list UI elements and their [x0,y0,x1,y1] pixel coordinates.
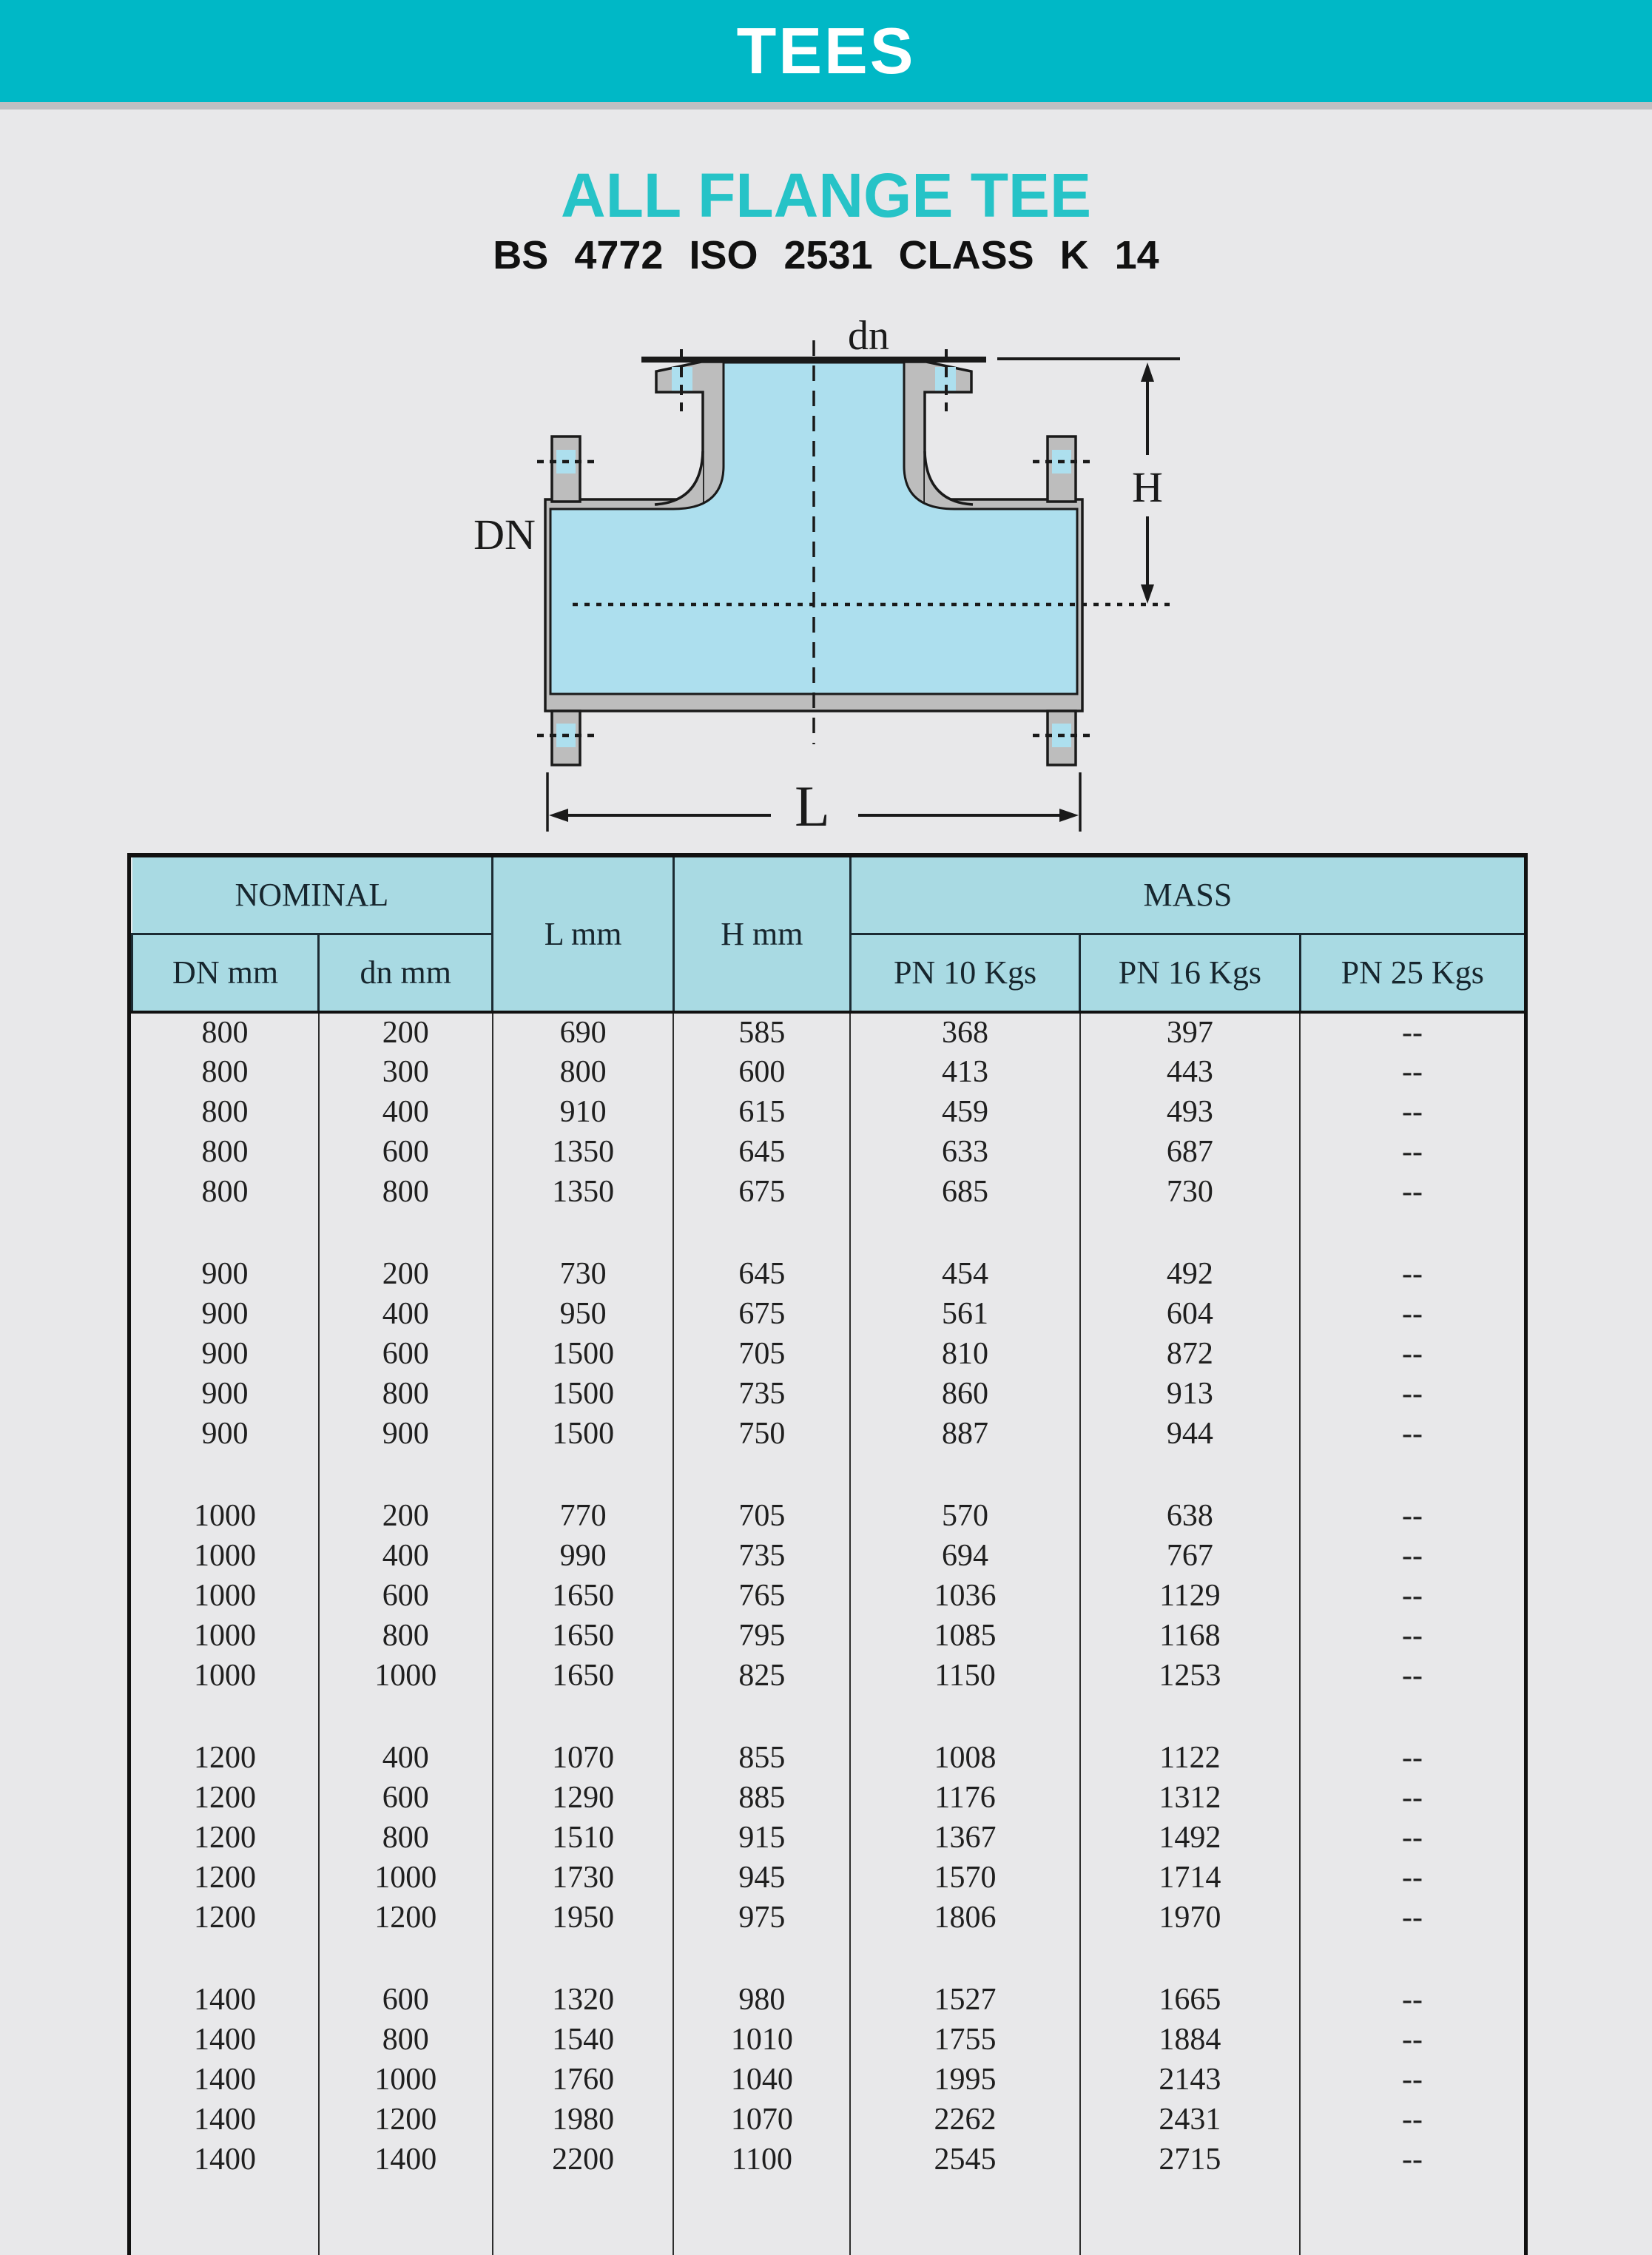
table-cell: -- [1300,1374,1524,1414]
table-cell: 910 [493,1092,674,1132]
spacer-cell [132,1696,319,1738]
banner-divider [0,102,1652,109]
spacer-cell [132,1938,319,1980]
table-cell: 368 [850,1012,1079,1052]
table-cell: -- [1300,2140,1524,2180]
spacer-cell [132,1454,319,1496]
h-arrow-up [1141,363,1154,382]
table-cell: 459 [850,1092,1079,1132]
table-cell: -- [1300,1294,1524,1334]
table-cell: 975 [673,1898,850,1938]
table-cell: 1168 [1080,1616,1300,1656]
table-cell: 1070 [673,2100,850,2140]
spacer-cell [1300,1212,1524,1254]
table-cell: 800 [319,1616,493,1656]
table-cell: 2715 [1080,2140,1300,2180]
spacer-cell [1300,2180,1524,2255]
table-cell: 1312 [1080,1778,1300,1818]
table-cell: 1200 [132,1858,319,1898]
table-cell: 800 [319,2020,493,2060]
l-arrow-right [1059,809,1079,822]
table-cell: 730 [493,1254,674,1294]
table-cell: -- [1300,1778,1524,1818]
table-cell: 1714 [1080,1858,1300,1898]
table-cell: 1070 [493,1738,674,1778]
spacer-cell [1300,1696,1524,1738]
table-cell: -- [1300,1980,1524,2020]
table-cell: 1500 [493,1334,674,1374]
table-cell: 1122 [1080,1738,1300,1778]
page-header-title: TEES [736,14,916,87]
spacer-cell [673,2180,850,2255]
table-cell: 1510 [493,1818,674,1858]
table-cell: 885 [673,1778,850,1818]
table-cell: 1950 [493,1898,674,1938]
table-cell: 944 [1080,1414,1300,1454]
spacer-cell [319,2180,493,2255]
table-cell: 1367 [850,1818,1079,1858]
spacer-cell [673,1696,850,1738]
header-dnn-mm: dn mm [319,934,493,1012]
spacer-row [132,1212,1525,1254]
table-cell: 1320 [493,1980,674,2020]
table-cell: 1400 [132,2100,319,2140]
table-cell: 300 [319,1052,493,1092]
table-cell: 900 [132,1254,319,1294]
table-cell: 1400 [132,1980,319,2020]
table-cell: 1400 [319,2140,493,2180]
table-cell: 2200 [493,2140,674,2180]
table-cell: 492 [1080,1254,1300,1294]
table-cell: 730 [1080,1172,1300,1212]
table-cell: 1500 [493,1414,674,1454]
table-cell: 765 [673,1576,850,1616]
table-row [132,1536,1525,1576]
table-cell: 200 [319,1254,493,1294]
spacer-cell [1300,1938,1524,1980]
header-pn25: PN 25 Kgs [1300,934,1524,1012]
table-cell: 980 [673,1980,850,2020]
header-nominal: NOMINAL [132,857,493,934]
table-cell: 900 [132,1334,319,1374]
header-h-mm: H mm [673,857,850,1012]
table-cell: 585 [673,1012,850,1052]
table-cell: 1400 [132,2060,319,2100]
table-cell: 1000 [132,1576,319,1616]
table-cell: -- [1300,1172,1524,1212]
spacer-row [132,2180,1525,2255]
spacer-cell [850,1454,1079,1496]
table-cell: 860 [850,1374,1079,1414]
table-cell: -- [1300,1414,1524,1454]
table-row [132,1656,1525,1696]
table-cell: 397 [1080,1012,1300,1052]
table-cell: -- [1300,1576,1524,1616]
table-cell: 694 [850,1536,1079,1576]
table-cell: 600 [319,1132,493,1172]
table-cell: 690 [493,1012,674,1052]
table-row [132,1172,1525,1212]
spacer-cell [673,1454,850,1496]
table-cell: 810 [850,1334,1079,1374]
table-row [132,1092,1525,1132]
table-cell: 2545 [850,2140,1079,2180]
table-cell: 200 [319,1496,493,1536]
table-cell: -- [1300,2060,1524,2100]
table-cell: 1200 [319,1898,493,1938]
dimension-table-wrapper [127,853,1528,2255]
spacer-cell [673,1212,850,1254]
spacer-cell [1080,1454,1300,1496]
header-mass: MASS [850,857,1524,934]
spacer-cell [132,2180,319,2255]
spacer-cell [850,1938,1079,1980]
table-cell: 735 [673,1536,850,1576]
spacer-cell [132,1212,319,1254]
spacer-cell [319,1454,493,1496]
table-cell: -- [1300,1496,1524,1536]
table-cell: 413 [850,1052,1079,1092]
table-cell: 1527 [850,1980,1079,2020]
table-cell: 1000 [132,1496,319,1536]
table-cell: 604 [1080,1294,1300,1334]
table-cell: 1200 [132,1818,319,1858]
table-row [132,1980,1525,2020]
table-cell: 1884 [1080,2020,1300,2060]
table-cell: 1176 [850,1778,1079,1818]
table-cell: 1036 [850,1576,1079,1616]
table-cell: 1200 [132,1898,319,1938]
table-cell: 1200 [132,1778,319,1818]
table-cell: 1570 [850,1858,1079,1898]
table-cell: 750 [673,1414,850,1454]
table-cell: 2143 [1080,2060,1300,2100]
table-row [132,1818,1525,1858]
table-row [132,1254,1525,1294]
table-row [132,1294,1525,1334]
table-cell: 200 [319,1012,493,1052]
table-cell: 2431 [1080,2100,1300,2140]
header-pn10: PN 10 Kgs [850,934,1079,1012]
table-row [132,1738,1525,1778]
page-title: ALL FLANGE TEE [560,161,1092,230]
table-row [132,1898,1525,1938]
table-cell: 945 [673,1858,850,1898]
spacer-cell [493,1938,674,1980]
table-cell: 600 [319,1980,493,2020]
table-cell: -- [1300,1898,1524,1938]
table-row [132,1858,1525,1898]
table-cell: 1085 [850,1616,1079,1656]
table-cell: 645 [673,1254,850,1294]
table-row [132,1778,1525,1818]
table-cell: 1970 [1080,1898,1300,1938]
table-cell: 1980 [493,2100,674,2140]
table-cell: 400 [319,1738,493,1778]
table-cell: 1129 [1080,1576,1300,1616]
table-cell: 675 [673,1172,850,1212]
table-cell: 1008 [850,1738,1079,1778]
table-cell: 1540 [493,2020,674,2060]
table-cell: 1200 [319,2100,493,2140]
h-dim-label: H [1132,463,1163,511]
table-cell: -- [1300,1616,1524,1656]
spacer-cell [850,1696,1079,1738]
table-cell: 900 [132,1294,319,1334]
table-cell: 770 [493,1496,674,1536]
table-cell: 443 [1080,1052,1300,1092]
table-cell: 1200 [132,1738,319,1778]
table-row [132,2100,1525,2140]
table-cell: 1100 [673,2140,850,2180]
table-cell: 685 [850,1172,1079,1212]
spacer-cell [850,2180,1079,2255]
table-cell: 400 [319,1536,493,1576]
table-row [132,1374,1525,1414]
table-cell: 1350 [493,1132,674,1172]
table-cell: 705 [673,1496,850,1536]
table-cell: 1000 [319,1858,493,1898]
table-cell: 990 [493,1536,674,1576]
table-cell: 1000 [319,2060,493,2100]
table-cell: -- [1300,1738,1524,1778]
table-cell: 1253 [1080,1656,1300,1696]
table-row [132,1132,1525,1172]
table-row [132,1414,1525,1454]
spacer-cell [850,1212,1079,1254]
table-cell: 1010 [673,2020,850,2060]
table-row [132,2140,1525,2180]
table-cell: 600 [319,1778,493,1818]
table-cell: -- [1300,2100,1524,2140]
table-cell: -- [1300,1012,1524,1052]
spacer-cell [493,2180,674,2255]
table-body [132,1012,1525,2255]
spacer-cell [319,1212,493,1254]
table-cell: 570 [850,1496,1079,1536]
table-cell: 800 [132,1132,319,1172]
spacer-cell [1080,1938,1300,1980]
table-header [132,857,1525,1012]
table-cell: 1492 [1080,1818,1300,1858]
table-cell: 800 [493,1052,674,1092]
table-cell: 1000 [132,1616,319,1656]
table-row [132,1616,1525,1656]
table-cell: 950 [493,1294,674,1334]
table-cell: -- [1300,1334,1524,1374]
table-cell: 1000 [132,1656,319,1696]
table-cell: 638 [1080,1496,1300,1536]
spacer-row [132,1938,1525,1980]
table-cell: 561 [850,1294,1079,1334]
table-cell: 1650 [493,1616,674,1656]
header-l-mm: L mm [493,857,674,1012]
table-cell: -- [1300,2020,1524,2060]
table-cell: 600 [319,1334,493,1374]
table-cell: 800 [132,1092,319,1132]
spacer-cell [1080,2180,1300,2255]
table-cell: 400 [319,1294,493,1334]
spacer-cell [1080,1212,1300,1254]
table-cell: 872 [1080,1334,1300,1374]
table-cell: 900 [132,1374,319,1414]
table-row [132,2060,1525,2100]
table-cell: 1730 [493,1858,674,1898]
table-cell: 800 [132,1012,319,1052]
table-cell: -- [1300,1052,1524,1092]
table-cell: 454 [850,1254,1079,1294]
table-cell: -- [1300,1092,1524,1132]
table-cell: 1650 [493,1656,674,1696]
table-cell: 1150 [850,1656,1079,1696]
spacer-cell [493,1212,674,1254]
dn-run-label: DN [473,510,536,559]
table-cell: 1760 [493,2060,674,2100]
table-cell: 1000 [319,1656,493,1696]
table-cell: 493 [1080,1092,1300,1132]
table-cell: 1290 [493,1778,674,1818]
table-row [132,1496,1525,1536]
table-cell: 913 [1080,1374,1300,1414]
table-cell: 915 [673,1818,850,1858]
table-cell: 767 [1080,1536,1300,1576]
table-row [132,1334,1525,1374]
spacer-cell [493,1696,674,1738]
table-cell: 1995 [850,2060,1079,2100]
table-cell: -- [1300,1536,1524,1576]
table-cell: 1806 [850,1898,1079,1938]
dimension-table [131,857,1524,2255]
table-cell: -- [1300,1656,1524,1696]
table-cell: 615 [673,1092,850,1132]
page-header-banner [0,0,1652,102]
table-cell: -- [1300,1254,1524,1294]
table-cell: 1665 [1080,1980,1300,2020]
table-cell: 800 [132,1172,319,1212]
table-cell: 800 [132,1052,319,1092]
table-row [132,1012,1525,1052]
table-row [132,1052,1525,1092]
left-fillet-gusset [655,451,703,505]
table-cell: -- [1300,1132,1524,1172]
table-cell: 887 [850,1414,1079,1454]
table-cell: 1400 [132,2140,319,2180]
table-cell: 1400 [132,2020,319,2060]
table-cell: 1000 [132,1536,319,1576]
h-arrow-down [1141,584,1154,604]
table-row [132,2020,1525,2060]
table-cell: 800 [319,1818,493,1858]
table-row [132,1576,1525,1616]
spacer-cell [319,1938,493,1980]
spacer-row [132,1454,1525,1496]
spacer-row [132,1696,1525,1738]
header-pn16: PN 16 Kgs [1080,934,1300,1012]
table-cell: 633 [850,1132,1079,1172]
header-dn-mm: DN mm [132,934,319,1012]
table-cell: 600 [673,1052,850,1092]
spacer-cell [493,1454,674,1496]
l-arrow-left [549,809,568,822]
table-cell: 800 [319,1374,493,1414]
spacer-cell [1080,1696,1300,1738]
spacer-cell [673,1938,850,1980]
table-cell: 600 [319,1576,493,1616]
spacer-cell [319,1696,493,1738]
table-cell: 900 [319,1414,493,1454]
table-cell: 735 [673,1374,850,1414]
dn-branch-label: dn [848,318,889,359]
table-cell: 1755 [850,2020,1079,2060]
table-cell: 1650 [493,1576,674,1616]
table-cell: 800 [319,1172,493,1212]
right-fillet-gusset [925,451,973,505]
table-cell: 2262 [850,2100,1079,2140]
table-cell: 825 [673,1656,850,1696]
table-cell: -- [1300,1818,1524,1858]
table-cell: 687 [1080,1132,1300,1172]
table-cell: 795 [673,1616,850,1656]
table-cell: 400 [319,1092,493,1132]
spacer-cell [1300,1454,1524,1496]
table-cell: -- [1300,1858,1524,1898]
table-cell: 705 [673,1334,850,1374]
table-cell: 1350 [493,1172,674,1212]
table-cell: 1500 [493,1374,674,1414]
table-cell: 855 [673,1738,850,1778]
table-cell: 645 [673,1132,850,1172]
l-dim-label: L [795,774,830,838]
table-cell: 900 [132,1414,319,1454]
table-cell: 675 [673,1294,850,1334]
table-cell: 1040 [673,2060,850,2100]
page-subtitle: BS 4772 ISO 2531 CLASS K 14 [493,233,1159,277]
